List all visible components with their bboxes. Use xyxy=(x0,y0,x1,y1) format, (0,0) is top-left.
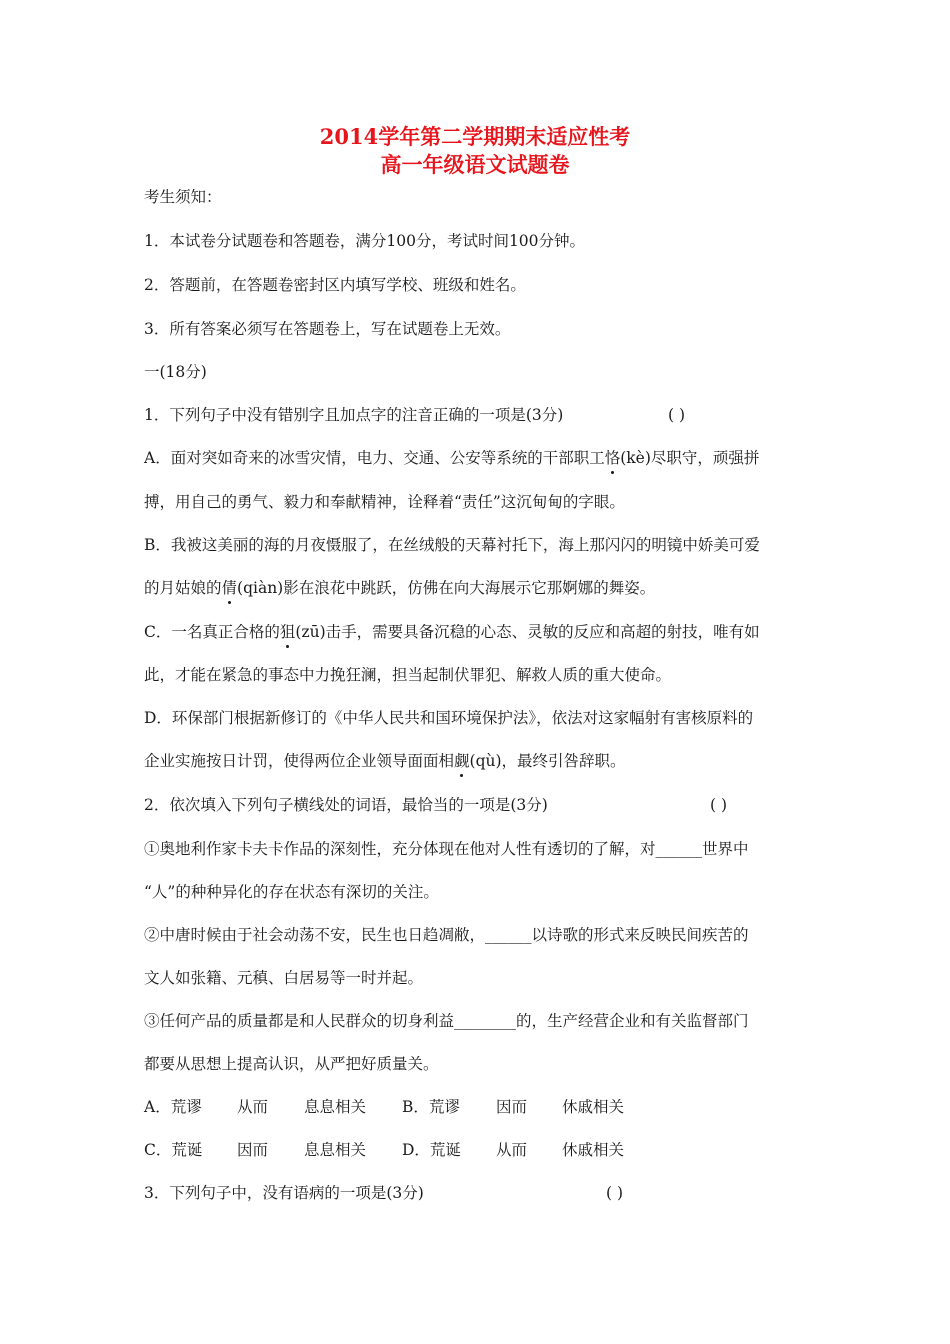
notice-item-1: 1．本试卷分试题卷和答题卷，满分100分，考试时间100分钟。 xyxy=(144,232,586,250)
notice-item-3: 3．所有答案必须写在答题卷上，写在试题卷上无效。 xyxy=(144,320,511,338)
q2-sentence-2-line2: 文人如张籍、元稹、白居易等一时并起。 xyxy=(144,969,424,987)
q2-option-a-word1: A．荒谬 xyxy=(144,1098,202,1116)
fill-blank: ______ xyxy=(485,926,532,944)
q1-option-c-line1 xyxy=(144,622,809,642)
dotted-char: 狙 xyxy=(279,623,296,641)
q2-sentence-2-text-post: 以诗歌的形式来反映民间疾苦的 xyxy=(531,926,749,944)
q2-sentence-3-text-post: 的，生产经营企业和有关监督部门 xyxy=(516,1012,749,1030)
question-2-stem-text: 2．依次填入下列句子横线处的词语，最恰当的一项是(3分) xyxy=(144,796,548,814)
q1-option-b-line2 xyxy=(144,578,809,598)
dotted-char: 恪 xyxy=(604,449,621,467)
fill-blank: ______ xyxy=(655,840,703,858)
q2-option-c-word1: C．荒诞 xyxy=(144,1141,203,1159)
dotted-char: 倩 xyxy=(221,579,238,597)
q2-sentence-1-text-post: 世界中 xyxy=(702,840,749,858)
q1-option-a-text: A．面对突如奇来的冰雪灾情，电力、交通、公安等系统的干部职工 xyxy=(144,449,605,467)
question-3-stem xyxy=(144,1183,809,1203)
q2-option-b-word3: 休戚相关 xyxy=(562,1098,625,1116)
section-heading: 一(18分) xyxy=(144,363,207,381)
q1-option-b-text-post: (qiàn)影在浪花中跳跃，仿佛在向大海展示它那婀娜的舞姿。 xyxy=(237,579,656,597)
q1-option-a-text-post: (kè)尽职守，顽强拼 xyxy=(620,449,760,467)
q2-option-c-word2: 因而 xyxy=(237,1141,269,1159)
q2-sentence-2-line1 xyxy=(144,925,809,945)
q2-option-d-word3: 休戚相关 xyxy=(562,1141,625,1159)
question-1-stem xyxy=(144,405,809,425)
notice-item-2: 2．答题前，在答题卷密封区内填写学校、班级和姓名。 xyxy=(144,276,526,294)
question-1-answer-paren: ( ) xyxy=(668,406,686,424)
q2-sentence-3-line1 xyxy=(144,1011,809,1031)
q2-option-b-word2: 因而 xyxy=(496,1098,528,1116)
q2-option-a-word2: 从而 xyxy=(237,1098,269,1116)
exam-title-line2: 高一年级语文试题卷 xyxy=(380,152,570,177)
q1-option-b-text: 的月姑娘的 xyxy=(144,579,222,597)
question-2-stem xyxy=(144,795,809,815)
q1-option-c-text: C．一名真正合格的 xyxy=(144,623,280,641)
q2-option-d-word1: D．荒诞 xyxy=(402,1141,461,1159)
q1-option-a-line2: 搏，用自己的勇气、毅力和奉献精神，诠释着“责任”这沉甸甸的字眼。 xyxy=(144,493,625,511)
q2-sentence-1-line2: “人”的种种异化的存在状态有深切的关注。 xyxy=(144,883,439,901)
q2-sentence-3-line2: 都要从思想上提高认识，从严把好质量关。 xyxy=(144,1055,439,1073)
q2-sentence-1-line1 xyxy=(144,839,809,859)
q2-option-a-word3: 息息相关 xyxy=(304,1098,367,1116)
q2-sentence-1-text: ①奥地利作家卡夫卡作品的深刻性，充分体现在他对人性有透切的了解，对 xyxy=(144,840,656,858)
fill-blank: ________ xyxy=(454,1012,517,1030)
notice-heading: 考生须知： xyxy=(144,188,222,206)
question-2-answer-paren: ( ) xyxy=(710,796,728,814)
q1-option-d-line1: D．环保部门根据新修订的《中华人民共和国环境保护法》，依法对这家幅射有害核原料的 xyxy=(144,709,754,727)
q1-option-b-line1: B．我被这美丽的海的月夜慑服了，在丝绒般的天幕衬托下，海上那闪闪的明镜中娇美可爱 xyxy=(144,536,760,554)
q1-option-a-line1 xyxy=(144,448,809,468)
q1-option-d-line2 xyxy=(144,751,809,771)
question-1-stem-text: 1．下列句子中没有错别字且加点字的注音正确的一项是(3分) xyxy=(144,406,564,424)
q2-option-c-word3: 息息相关 xyxy=(304,1141,367,1159)
dotted-char: 觑 xyxy=(454,752,470,770)
q2-option-b-word1: B．荒谬 xyxy=(402,1098,460,1116)
q1-option-c-text-post: (zū)击手，需要具备沉稳的心态、灵敏的反应和高超的射技，唯有如 xyxy=(295,623,760,641)
q1-option-d-text: 企业实施按日计罚，使得两位企业领导面面相 xyxy=(144,752,455,770)
q2-sentence-3-text: ③任何产品的质量都是和人民群众的切身利益 xyxy=(144,1012,455,1030)
q1-option-c-line2: 此，才能在紧急的事态中力挽狂澜，担当起制伏罪犯、解救人质的重大使命。 xyxy=(144,666,672,684)
question-3-stem-text: 3．下列句子中，没有语病的一项是(3分) xyxy=(144,1184,424,1202)
q2-option-d-word2: 从而 xyxy=(496,1141,528,1159)
question-3-answer-paren: ( ) xyxy=(606,1184,624,1202)
exam-title-line1: 2014学年第二学期期末适应性考 xyxy=(319,124,631,149)
q1-option-d-text-post: (qù)，最终引咎辞职。 xyxy=(469,752,626,770)
q2-sentence-2-text: ②中唐时候由于社会动荡不安，民生也日趋凋敝， xyxy=(144,926,486,944)
